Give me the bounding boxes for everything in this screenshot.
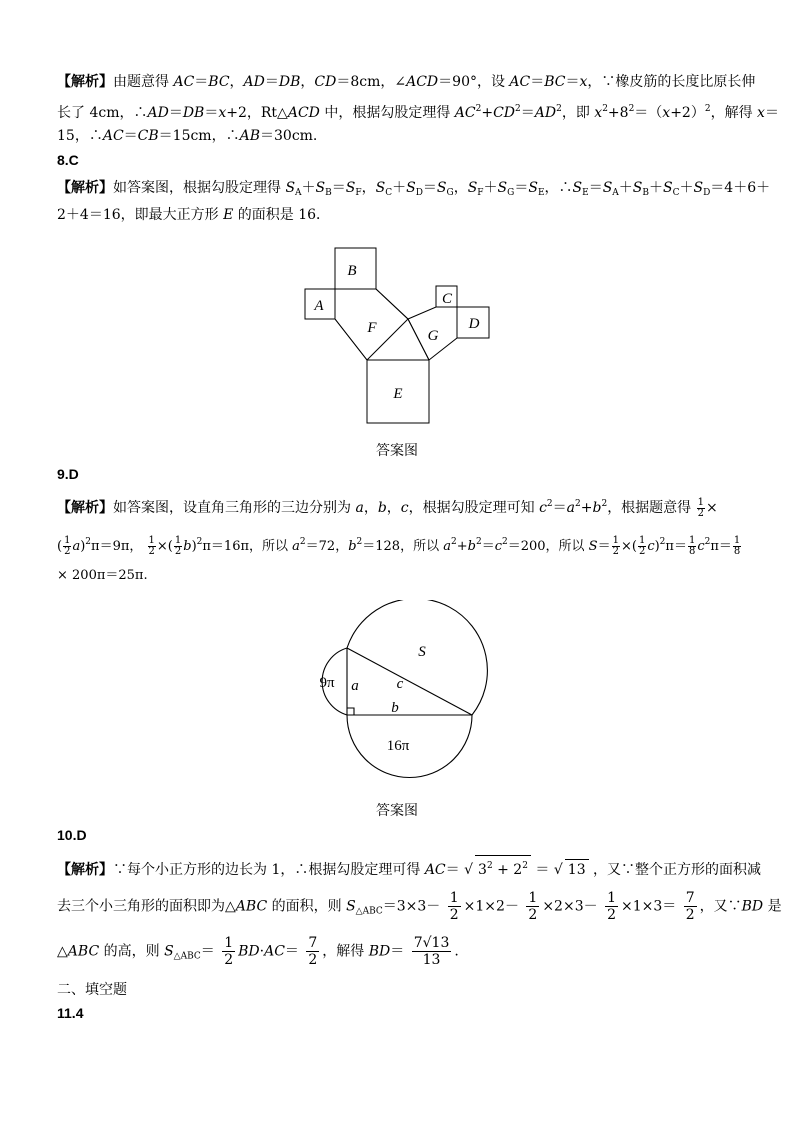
- q8-line-2: 2＋4＝16，即最大正方形 E 的面积是 16．: [57, 207, 331, 223]
- q8-line-1: 【解析】如答案图，根据勾股定理得 $S_A+S_B=S_F$，$S_C+S_D=S_G$，$S_F+S_G=S_E$，$\therefore S_E=S_A+S_B+S_C+S_D=4+6+$: [57, 180, 771, 198]
- q8-squares-figure: [300, 243, 495, 426]
- circle-16pi: [347, 715, 472, 778]
- q10-line-3: △ABC 的高，则 $S_{\triangle ABC}=$ $\frac{1}{2}$ BD·AC＝ $\frac{7}{2}$ ，解得 BD＝ $\frac{7√13}{13}$ .: [57, 935, 459, 968]
- q9-line-3: × 200π＝25π.: [57, 568, 148, 583]
- q9-circles-figure: [305, 600, 490, 785]
- q7-line-1: 【解析】由题意得 AC＝BC，AD＝DB，CD＝8cm，∠ACD＝90°，设 AC＝BC＝x，∵橡皮筋的长度比原长伸: [57, 74, 756, 90]
- label-e: E: [393, 386, 403, 402]
- label-g: G: [427, 328, 439, 344]
- q9-caption: 答案图: [376, 803, 418, 819]
- q9-number: 9.D: [57, 466, 79, 482]
- label-b: B: [347, 263, 357, 279]
- q10-line-1: 【解析】∵每个小正方形的边长为 1，∴根据勾股定理可得 AC＝ √ $3^2 + 2^2$ ＝ √ 13 ，又∵整个正方形的面积减: [57, 855, 761, 880]
- q11-number: 11.4: [57, 1005, 84, 1021]
- q10-line-2: 去三个小三角形的面积即为△ABC 的面积，则 $S_{\triangle ABC}=3\times 3-$ $\frac{1}{2}$ ×1×2－ $\frac{1}{2}$ ×2×3－ $\frac{1}{2}$ ×1×3＝ $\frac{7}{2}$ ，又∵BD 是: [57, 890, 782, 923]
- q8-number: 8.C: [57, 152, 79, 168]
- label-d: D: [468, 316, 480, 332]
- label-16pi: 16π: [386, 738, 410, 754]
- q7-line-2: 长了 4cm，∴AD＝DB＝x+2，Rt△ACD 中，根据勾股定理得 $AC^2+CD^2=AD^2$，即 $x^2+8^2=(x+2)^2$，解得 x＝: [57, 104, 779, 121]
- label-a: A: [314, 298, 324, 314]
- label-s: S: [418, 644, 426, 660]
- circle-s: [347, 600, 487, 715]
- label-a: a: [351, 678, 359, 694]
- q9-line-2: ( $\frac{1}{2}$ a)$^2$π＝9π， $\frac{1}{2}$ ×( $\frac{1}{2}$ b)$^2$π＝16π，所以 $a^2=72$，$b^2=128$，所以 $a^2+b^2=c^2=200$，所以 S＝ $\frac{1}{2}$ ×( $\frac{1}{2}$ c)$^2$π＝ $\frac{1}{8}$ $c^2\pi=$ $\frac{1}{8}$: [57, 535, 741, 557]
- q10-number: 10.D: [57, 827, 87, 843]
- right-angle-mark: [347, 708, 354, 715]
- label-9pi: 9π: [319, 675, 335, 691]
- label-c: C: [441, 291, 453, 307]
- q7-line-3: 15，∴AC＝CB＝15cm，∴AB＝30cm.: [57, 128, 318, 144]
- label-c: c: [396, 676, 404, 692]
- q9-line-1: 【解析】如答案图，设直角三角形的三边分别为 a，b，c，根据勾股定理可知 $c^2=a^2+b^2$，根据题意得 $\frac{1}{2}$ ×: [57, 496, 718, 519]
- q8-caption: 答案图: [376, 443, 418, 459]
- label-b: b: [391, 700, 399, 716]
- label-f: F: [367, 320, 377, 336]
- section-2-heading: 二、填空题: [57, 982, 127, 998]
